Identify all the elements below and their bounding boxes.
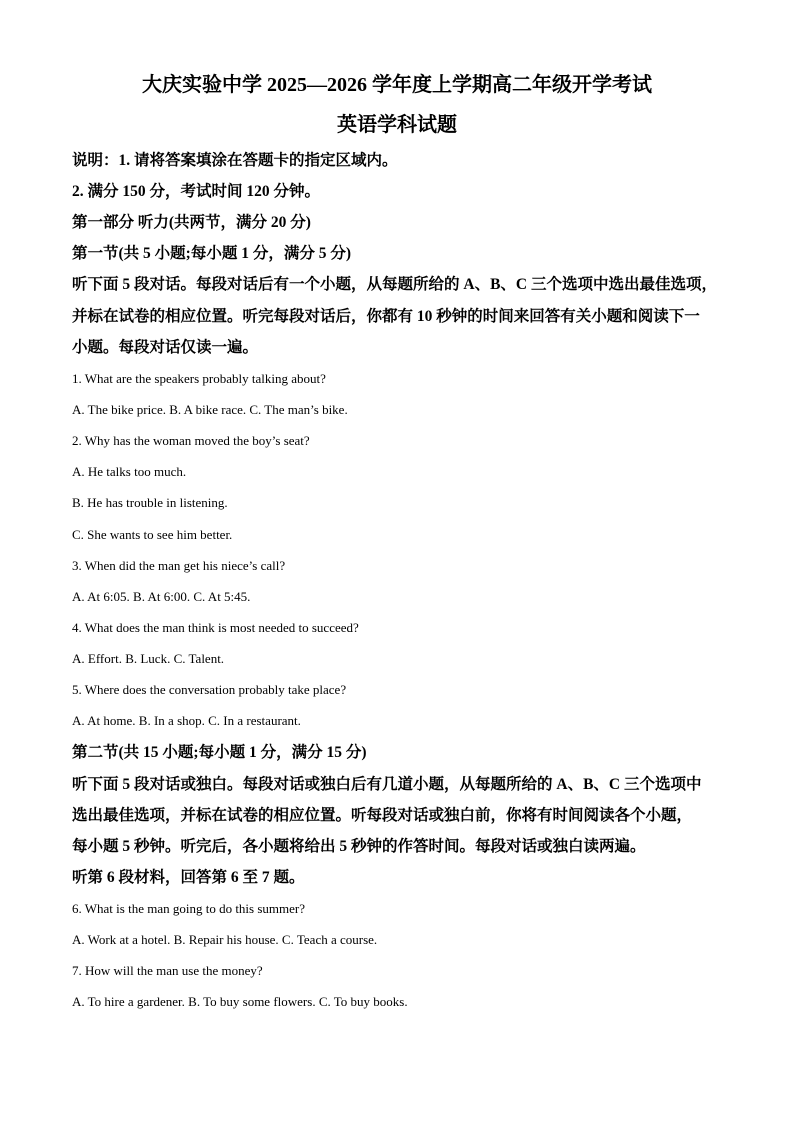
section1-directions-line: 小题。每段对话仅读一遍。 [72,339,259,356]
question-7: 7. How will the man use the money? [72,963,263,978]
question-1: 1. What are the speakers probably talking about? [72,371,326,386]
question-2: 2. Why has the woman moved the boy’s seat? [72,433,310,448]
question-5-options: A. At home. B. In a shop. C. In a restaurant. [72,713,301,728]
instruction-line-2: 2. 满分 150 分，考试时间 120 分钟。 [72,183,321,200]
question-7-options: A. To hire a gardener. B. To buy some flowers. C. To buy books. [72,994,408,1009]
exam-title: 大庆实验中学 2025—2026 学年度上学期高二年级开学考试 [142,74,652,96]
section1-directions-line: 听下面 5 段对话。每段对话后有一个小题，从每题所给的 A、B、C 三个选项中选出最佳选项， [72,276,717,293]
question-1-options: A. The bike price. B. A bike race. C. The man’s bike. [72,402,348,417]
instruction-line-1: 说明：1. 请将答案填涂在答题卡的指定区域内。 [72,152,398,169]
section1-directions-line: 并标在试卷的相应位置。听完每段对话后，你都有 10 秒钟的时间来回答有关小题和阅读下一 [72,308,700,325]
section2-directions-line: 每小题 5 秒钟。听完后，各小题将给出 5 秒钟的作答时间。每段对话或独白读两遍。 [72,838,646,855]
part1-heading: 第一部分 听力(共两节，满分 20 分) [72,214,311,231]
question-3-options: A. At 6:05. B. At 6:00. C. At 5:45. [72,589,251,604]
question-4-options: A. Effort. B. Luck. C. Talent. [72,651,225,666]
section1-heading: 第一节(共 5 小题;每小题 1 分，满分 5 分) [72,245,351,262]
section2-directions-line: 选出最佳选项，并标在试卷的相应位置。听每段对话或独白前，你将有时间阅读各个小题， [72,807,693,824]
material-heading: 听第 6 段材料，回答第 6 至 7 题。 [72,869,305,886]
question-4: 4. What does the man think is most needed to succeed? [72,620,359,635]
question-6-options: A. Work at a hotel. B. Repair his house. C. Teach a course. [72,932,378,947]
section2-directions-line: 听下面 5 段对话或独白。每段对话或独白后有几道小题，从每题所给的 A、B、C 三个选项中 [72,776,702,793]
question-2-option-b: B. He has trouble in listening. [72,495,228,510]
exam-subtitle: 英语学科试题 [337,114,457,136]
question-3: 3. When did the man get his niece’s call? [72,558,286,573]
question-2-option-a: A. He talks too much. [72,464,187,479]
section2-heading: 第二节(共 15 小题;每小题 1 分，满分 15 分) [72,744,367,761]
question-6: 6. What is the man going to do this summer? [72,901,306,916]
question-5: 5. Where does the conversation probably take place? [72,682,347,697]
question-2-option-c: C. She wants to see him better. [72,527,233,542]
